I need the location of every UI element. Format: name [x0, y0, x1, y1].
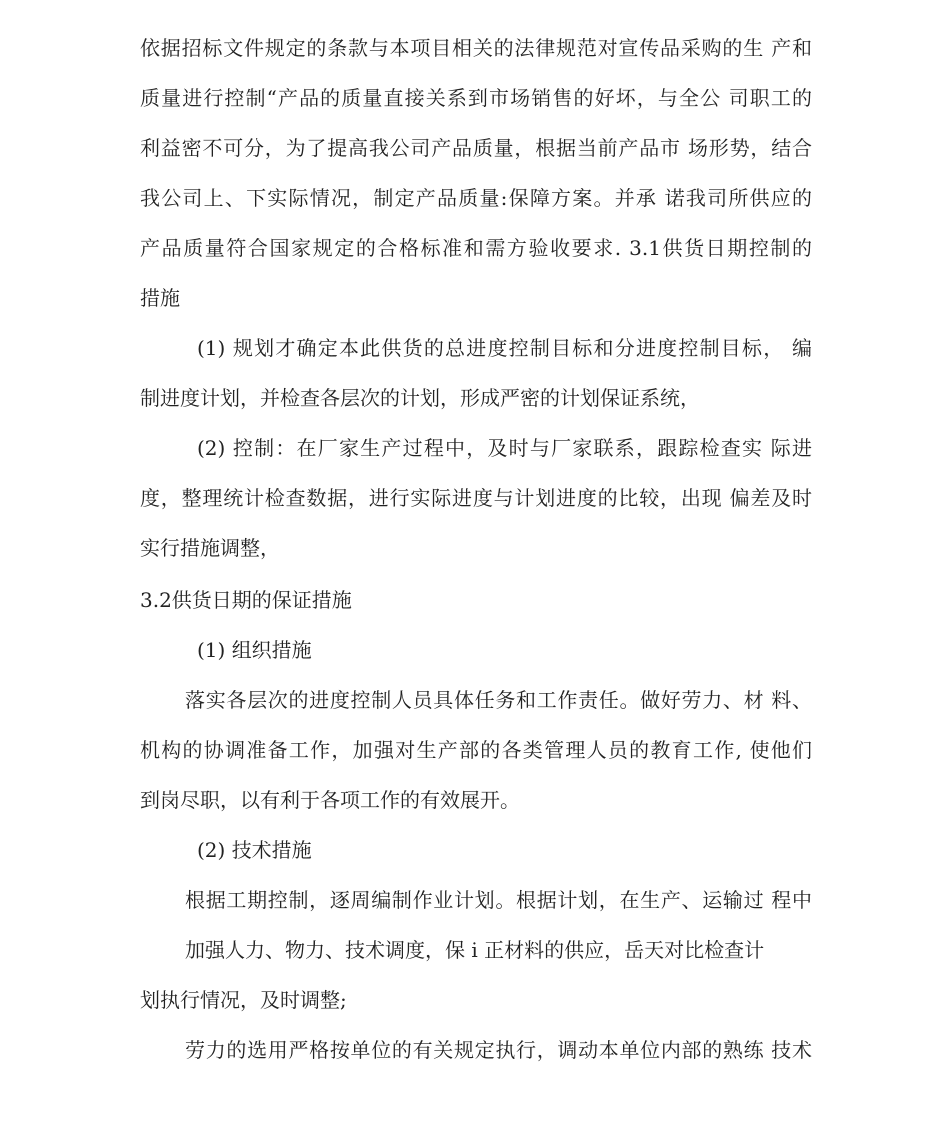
subsection-heading: (2) 技术措施: [197, 838, 312, 862]
subsection-heading: (1) 组织措施: [197, 638, 312, 662]
text-line: 机构的协调准备工作，加强对生产部的各类管理人员的教育工作, 使他们: [140, 738, 812, 762]
text-line: (1) 规划才确定本此供货的总进度控制目标和分进度控制目标， 编: [197, 336, 812, 360]
text-line: 产品质量符合国家规定的合格标准和需方验收要求. 3.1供货日期控制的: [140, 236, 812, 260]
text-line: 我公司上、下实际情况，制定产品质量:保障方案。并承 诺我司所供应的: [140, 186, 812, 210]
text-line: 实行措施调整，: [140, 536, 280, 560]
text-line: 到岗尽职，以有利于各项工作的有效展开。: [140, 788, 520, 812]
text-line: 依据招标文件规定的条款与本项目相关的法律规范对宣传品采购的生 产和: [140, 36, 812, 60]
text-line: 划执行情况，及时调整;: [140, 988, 347, 1012]
text-line: 度，整理统计检查数据，进行实际进度与计划进度的比较，出现 偏差及时: [140, 486, 812, 510]
text-line: 根据工期控制，逐周编制作业计划。根据计划，在生产、运输过 程中: [185, 888, 812, 912]
text-line: 措施: [140, 286, 180, 310]
text-line: 利益密不可分，为了提高我公司产品质量，根据当前产品市 场形势，结合: [140, 136, 812, 160]
section-heading: 3.2供货日期的保证措施: [140, 588, 352, 612]
text-line: 落实各层次的进度控制人员具体任务和工作责任。做好劳力、材 料、: [185, 688, 812, 712]
text-line: 制进度计划，并检查各层次的计划，形成严密的计划保证系统，: [140, 386, 700, 410]
text-line: (2) 控制：在厂家生产过程中，及时与厂家联系，跟踪检查实 际进: [197, 436, 812, 460]
text-line: 质量进行控制“产品的质量直接关系到市场销售的好坏，与全公 司职工的: [140, 86, 812, 110]
text-line: 加强人力、物力、技术调度，保 i 正材料的供应，岳天对比检查计: [185, 938, 765, 962]
text-line: 劳力的选用严格按单位的有关规定执行，调动本单位内部的熟练 技术: [185, 1038, 812, 1062]
